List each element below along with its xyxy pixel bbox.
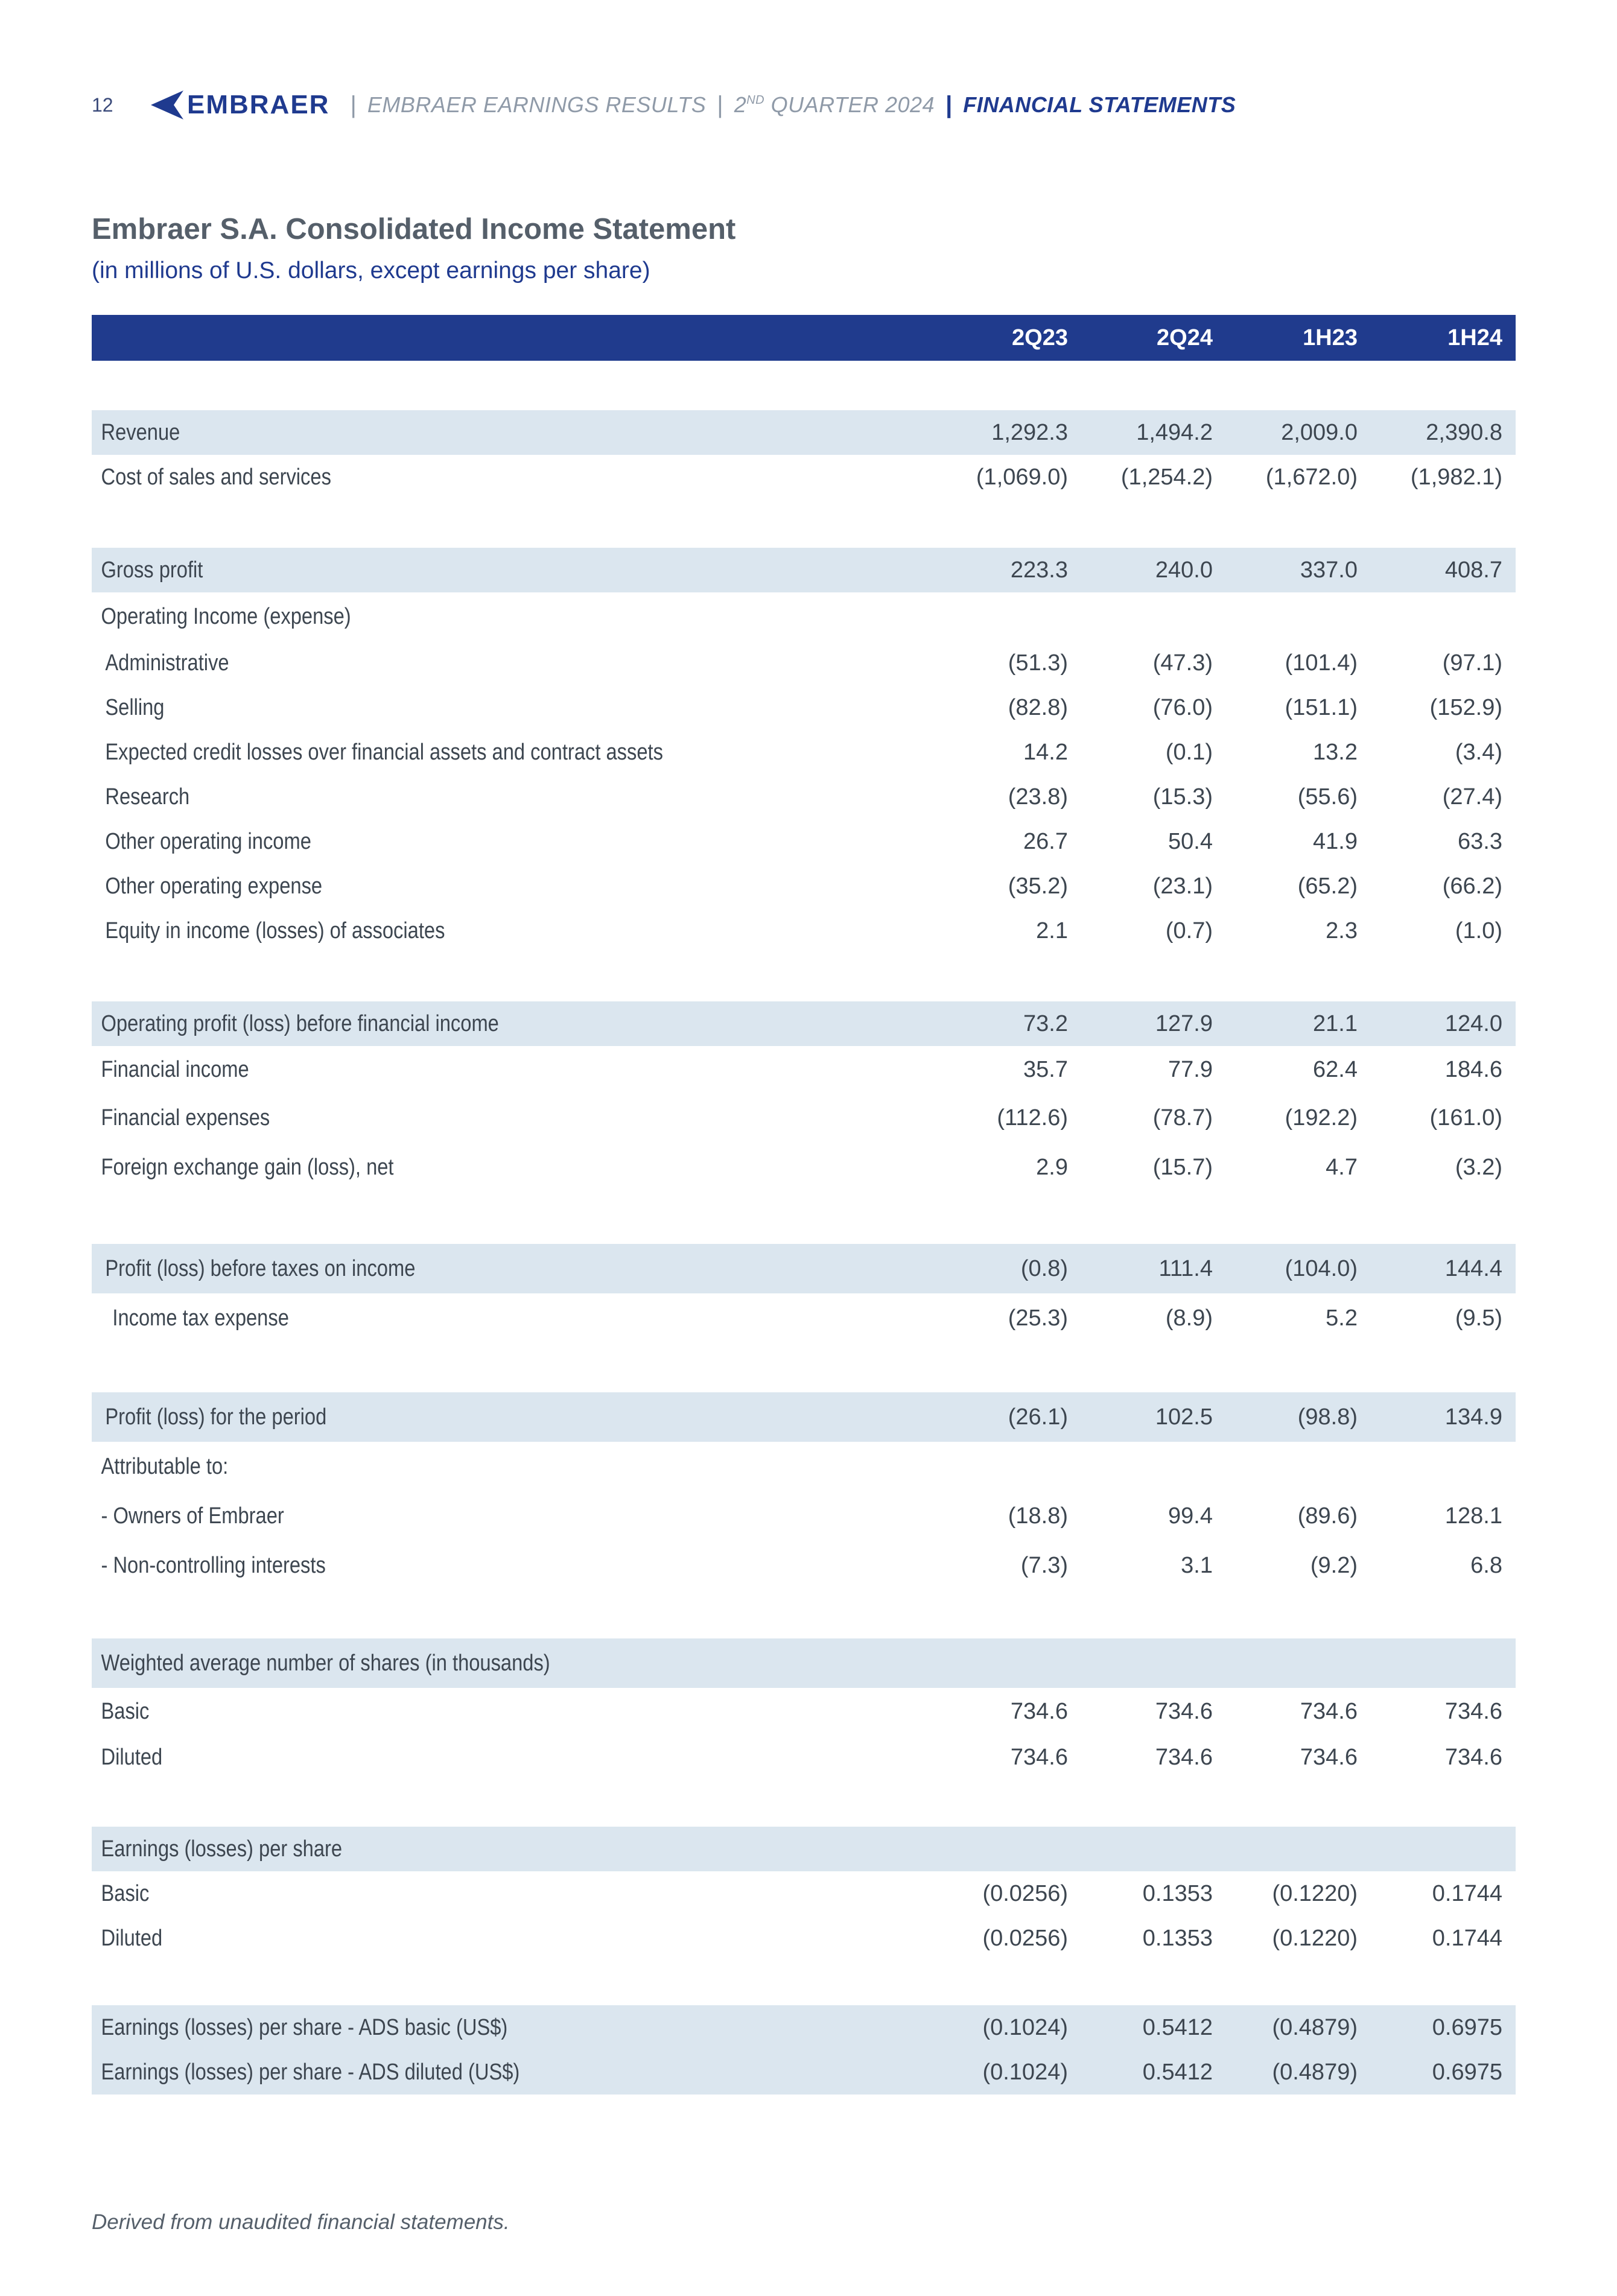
embraer-arrow-icon	[146, 88, 185, 122]
column-header: 1H24	[1447, 325, 1502, 350]
cell: 734.6	[1155, 1744, 1213, 1770]
page-number: 12	[92, 94, 113, 116]
cell: (18.8)	[1008, 1503, 1068, 1529]
cell: (78.7)	[1152, 1105, 1213, 1131]
row-label: Diluted	[101, 1744, 163, 1770]
footnote: Derived from unaudited financial statements.	[92, 2210, 510, 2234]
cell: 408.7	[1444, 557, 1502, 583]
cell: 0.1744	[1432, 1925, 1502, 1951]
column-header: 2Q24	[1157, 325, 1213, 350]
row-label: Earnings (losses) per share - ADS basic (US$)	[101, 2014, 508, 2040]
cell: 99.4	[1168, 1503, 1213, 1529]
cell: (25.3)	[1008, 1305, 1068, 1331]
table-row	[92, 1688, 1516, 1735]
cell: 734.6	[1010, 1744, 1068, 1770]
cell: (0.0256)	[982, 1880, 1068, 1906]
cell: (8.9)	[1165, 1305, 1213, 1331]
embraer-logo	[146, 88, 329, 122]
cell: 124.0	[1444, 1010, 1502, 1036]
cell: 184.6	[1444, 1056, 1502, 1082]
row-label: Financial income	[101, 1056, 249, 1082]
cell: 50.4	[1168, 828, 1213, 854]
cell: (15.3)	[1152, 784, 1213, 810]
header-separator: |	[350, 91, 357, 118]
cell: 2.9	[1036, 1154, 1068, 1180]
header-separator: |	[717, 91, 723, 118]
cell: (1,254.2)	[1120, 464, 1213, 490]
column-header: 1H23	[1303, 325, 1358, 350]
cell: (9.2)	[1310, 1552, 1358, 1578]
table-header	[92, 315, 1516, 361]
cell: (1.0)	[1455, 918, 1502, 943]
cell: 0.1353	[1142, 1880, 1213, 1906]
row-label: Selling	[105, 694, 165, 720]
cell: 0.5412	[1142, 2059, 1213, 2085]
cell: (112.6)	[997, 1105, 1068, 1131]
cell: 127.9	[1155, 1010, 1213, 1036]
table-row	[92, 1541, 1516, 1590]
table-row	[92, 1491, 1516, 1541]
cell: 128.1	[1444, 1503, 1502, 1529]
cell: (0.1024)	[982, 2059, 1068, 2085]
row-label: Profit (loss) before taxes on income	[105, 1255, 416, 1281]
cell: (152.9)	[1429, 694, 1502, 720]
cell: 0.6975	[1432, 2059, 1502, 2085]
cell: 0.1744	[1432, 1880, 1502, 1906]
cell: 5.2	[1326, 1305, 1358, 1331]
cell: (104.0)	[1285, 1255, 1358, 1281]
cell: (27.4)	[1442, 784, 1502, 810]
table-row	[92, 548, 1516, 592]
row-label: Earnings (losses) per share - ADS diluted (US$)	[101, 2059, 520, 2085]
table-row	[92, 819, 1516, 864]
cell: 2,390.8	[1426, 419, 1502, 445]
cell: (192.2)	[1285, 1105, 1358, 1131]
statement-title: Embraer S.A. Consolidated Income Statement	[92, 213, 736, 246]
cell: (0.0256)	[982, 1925, 1068, 1951]
table-row	[92, 1046, 1516, 1093]
table-row	[92, 2050, 1516, 2095]
cell: (0.1)	[1165, 739, 1213, 765]
cell: (1,672.0)	[1265, 464, 1358, 490]
cell: (0.7)	[1165, 918, 1213, 943]
cell: (0.4879)	[1272, 2059, 1358, 2085]
cell: (66.2)	[1442, 873, 1502, 899]
row-label: - Non-controlling interests	[101, 1552, 326, 1578]
cell: 63.3	[1458, 828, 1502, 854]
cell: (0.1024)	[982, 2014, 1068, 2040]
income-statement-table	[92, 315, 1516, 2095]
row-label: Revenue	[101, 419, 180, 445]
logo-wordmark: EMBRAER	[187, 90, 330, 119]
table-row	[92, 1827, 1516, 1871]
cell: (101.4)	[1285, 650, 1358, 676]
cell: (1,982.1)	[1410, 464, 1502, 490]
cell: (0.8)	[1020, 1255, 1068, 1281]
cell: 223.3	[1010, 557, 1068, 583]
cell: (47.3)	[1152, 650, 1213, 676]
cell: (15.7)	[1152, 1154, 1213, 1180]
table-row	[92, 592, 1516, 641]
cell: (1,069.0)	[976, 464, 1068, 490]
cell: 13.2	[1313, 739, 1358, 765]
cell: 14.2	[1023, 739, 1068, 765]
row-label: Cost of sales and services	[101, 464, 331, 490]
row-label: Attributable to:	[101, 1453, 229, 1479]
table-row	[92, 1916, 1516, 1961]
cell: (151.1)	[1285, 694, 1358, 720]
row-label: Basic	[101, 1880, 150, 1906]
cell: 734.6	[1300, 1698, 1358, 1724]
cell: (55.6)	[1297, 784, 1358, 810]
table-row	[92, 1293, 1516, 1343]
row-label: Equity in income (losses) of associates	[105, 918, 445, 943]
cell: 734.6	[1155, 1698, 1213, 1724]
cell: 6.8	[1470, 1552, 1502, 1578]
row-label: Operating Income (expense)	[101, 603, 351, 629]
table-row	[92, 864, 1516, 909]
cell: (65.2)	[1297, 873, 1358, 899]
row-label: Administrative	[105, 650, 229, 676]
table-row	[92, 455, 1516, 499]
cell: 734.6	[1444, 1744, 1502, 1770]
table-row	[92, 730, 1516, 775]
row-label: - Owners of Embraer	[101, 1503, 284, 1529]
row-label: Earnings (losses) per share	[101, 1836, 343, 1862]
cell: 2,009.0	[1281, 419, 1358, 445]
cell: (3.2)	[1455, 1154, 1502, 1180]
cell: 21.1	[1313, 1010, 1358, 1036]
table-row	[92, 1392, 1516, 1442]
table-row	[92, 2005, 1516, 2050]
cell: 41.9	[1313, 828, 1358, 854]
cell: 2.1	[1036, 918, 1068, 943]
cell: 1,292.3	[991, 419, 1068, 445]
cell: (7.3)	[1020, 1552, 1068, 1578]
quarter-label: 2ND QUARTER 2024	[734, 92, 935, 117]
cell: 62.4	[1313, 1056, 1358, 1082]
table-row	[92, 1442, 1516, 1491]
table-row	[92, 641, 1516, 685]
row-label: Basic	[101, 1698, 150, 1724]
cell: 102.5	[1155, 1404, 1213, 1430]
cell: (89.6)	[1297, 1503, 1358, 1529]
cell: 1,494.2	[1136, 419, 1213, 445]
cell: 3.1	[1181, 1552, 1213, 1578]
cell: 2.3	[1326, 918, 1358, 943]
cell: (51.3)	[1008, 650, 1068, 676]
header-separator: |	[945, 91, 953, 118]
cell: 734.6	[1444, 1698, 1502, 1724]
cell: (82.8)	[1008, 694, 1068, 720]
statement-subtitle: (in millions of U.S. dollars, except earnings per share)	[92, 258, 650, 284]
cell: 4.7	[1326, 1154, 1358, 1180]
cell: (161.0)	[1429, 1105, 1502, 1131]
cell: 240.0	[1155, 557, 1213, 583]
table-row	[92, 909, 1516, 953]
cell: (9.5)	[1455, 1305, 1502, 1331]
table-row	[92, 1638, 1516, 1688]
cell: (0.4879)	[1272, 2014, 1358, 2040]
cell: 111.4	[1158, 1255, 1213, 1281]
cell: 35.7	[1023, 1056, 1068, 1082]
cell: 77.9	[1168, 1056, 1213, 1082]
cell: (97.1)	[1442, 650, 1502, 676]
report-title: EMBRAER EARNINGS RESULTS	[367, 92, 707, 117]
table-row	[92, 410, 1516, 455]
cell: (0.1220)	[1272, 1925, 1358, 1951]
table-row	[92, 1244, 1516, 1293]
row-label: Gross profit	[101, 557, 203, 583]
table-row	[92, 775, 1516, 819]
section-title: FINANCIAL STATEMENTS	[963, 92, 1236, 117]
cell: 144.4	[1444, 1255, 1502, 1281]
cell: (23.8)	[1008, 784, 1068, 810]
cell: (35.2)	[1008, 873, 1068, 899]
row-label: Other operating expense	[105, 873, 323, 899]
row-label: Financial expenses	[101, 1105, 270, 1131]
row-label: Expected credit losses over financial assets and contract assets	[105, 739, 663, 765]
cell: 73.2	[1023, 1010, 1068, 1036]
row-label: Diluted	[101, 1925, 163, 1951]
cell: 0.5412	[1142, 2014, 1213, 2040]
table-row	[92, 1143, 1516, 1192]
cell: 0.6975	[1432, 2014, 1502, 2040]
cell: (98.8)	[1297, 1404, 1358, 1430]
cell: (0.1220)	[1272, 1880, 1358, 1906]
row-label: Other operating income	[105, 828, 311, 854]
row-label: Research	[105, 784, 190, 810]
table-row	[92, 1735, 1516, 1780]
cell: (26.1)	[1008, 1404, 1068, 1430]
column-header: 2Q23	[1012, 325, 1068, 350]
table-row	[92, 1871, 1516, 1916]
table-row	[92, 1093, 1516, 1143]
cell: 734.6	[1300, 1744, 1358, 1770]
cell: (23.1)	[1152, 873, 1213, 899]
cell: 734.6	[1010, 1698, 1068, 1724]
cell: 0.1353	[1142, 1925, 1213, 1951]
row-label: Operating profit (loss) before financial income	[101, 1010, 499, 1036]
table-row	[92, 685, 1516, 730]
table-row	[92, 1001, 1516, 1046]
cell: (3.4)	[1455, 739, 1502, 765]
row-label: Profit (loss) for the period	[105, 1404, 327, 1430]
row-label: Foreign exchange gain (loss), net	[101, 1154, 394, 1180]
cell: (76.0)	[1152, 694, 1213, 720]
cell: 337.0	[1300, 557, 1358, 583]
cell: 134.9	[1444, 1404, 1502, 1430]
page-header	[92, 89, 1540, 121]
row-label: Weighted average number of shares (in thousands)	[101, 1650, 550, 1676]
cell: 26.7	[1023, 828, 1068, 854]
row-label: Income tax expense	[112, 1305, 289, 1331]
